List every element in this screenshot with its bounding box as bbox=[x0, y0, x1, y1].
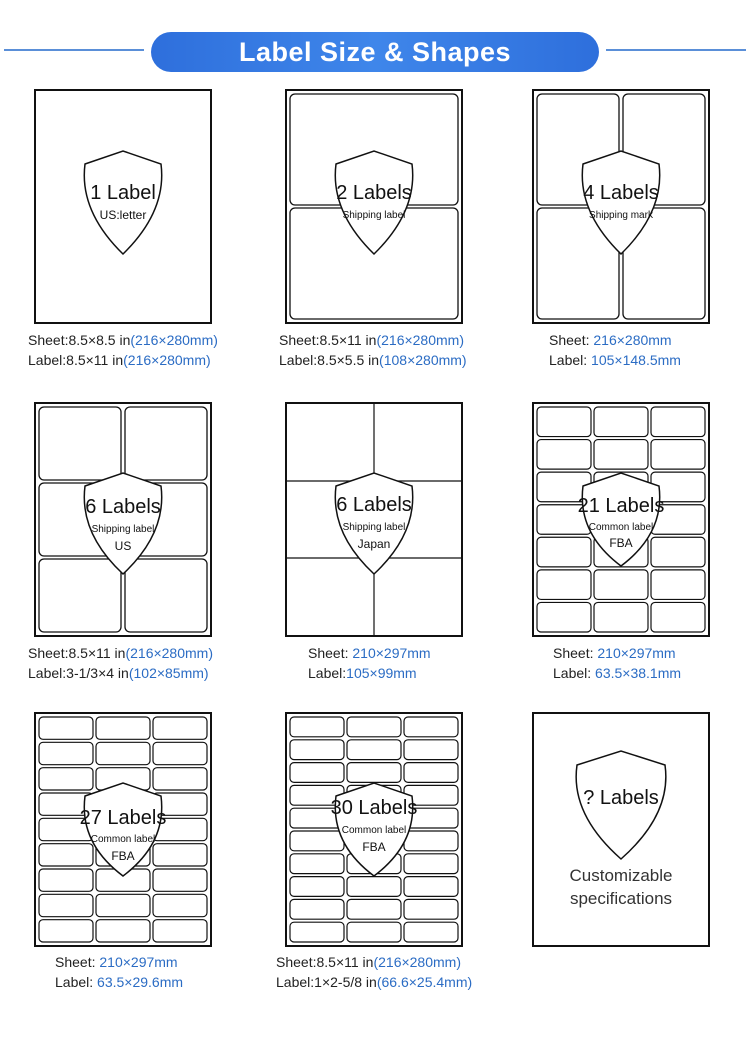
shield-sub2: FBA bbox=[362, 840, 386, 854]
shield-count: 21 Labels bbox=[577, 495, 665, 517]
label-cell bbox=[153, 742, 207, 764]
label-cell bbox=[404, 899, 458, 919]
label-cell bbox=[347, 740, 401, 760]
label-cell bbox=[594, 570, 648, 600]
label-cell bbox=[537, 407, 591, 437]
label-cell bbox=[651, 537, 705, 567]
label-cell bbox=[290, 717, 344, 737]
card-5-caption: Sheet: 210×297mm Label:105×99mm bbox=[308, 645, 431, 681]
label-cell bbox=[39, 742, 93, 764]
shield-sub1: Shipping mark bbox=[589, 210, 653, 221]
shield-sub2: US bbox=[114, 539, 132, 553]
label-cell bbox=[39, 768, 93, 790]
page-title: Label Size & Shapes bbox=[151, 32, 599, 72]
label-cell bbox=[651, 570, 705, 600]
shield-sub1: Shipping label bbox=[342, 522, 406, 533]
card-1-label bbox=[34, 89, 212, 324]
header-rule-right bbox=[606, 49, 746, 51]
label-cell bbox=[153, 844, 207, 866]
label-cell bbox=[404, 922, 458, 942]
shield-sub1: Shipping label bbox=[342, 210, 406, 221]
shield-count: 2 Labels bbox=[336, 182, 412, 204]
label-cell bbox=[347, 899, 401, 919]
card-2-labels bbox=[285, 89, 463, 324]
shield-count: 4 Labels bbox=[583, 182, 659, 204]
label-cell bbox=[39, 920, 93, 942]
label-cell bbox=[290, 854, 344, 874]
label-cell bbox=[651, 602, 705, 632]
shield-sub1: Common label bbox=[341, 825, 407, 836]
label-cell bbox=[153, 869, 207, 891]
label-cell bbox=[290, 922, 344, 942]
shield-count: 6 Labels bbox=[336, 494, 412, 516]
shield-sub1: Common label bbox=[588, 522, 654, 533]
label-cell bbox=[290, 877, 344, 897]
card-7-caption: Sheet: 210×297mm Label: 63.5×29.6mm bbox=[55, 954, 184, 990]
label-cell bbox=[347, 717, 401, 737]
label-cell bbox=[153, 894, 207, 916]
label-cell bbox=[96, 717, 150, 739]
label-cell bbox=[594, 407, 648, 437]
label-cell bbox=[39, 869, 93, 891]
label-cell bbox=[404, 717, 458, 737]
label-cell bbox=[153, 920, 207, 942]
label-cell bbox=[347, 877, 401, 897]
label-cell bbox=[39, 717, 93, 739]
header-rule-left bbox=[4, 49, 144, 51]
card-1-caption: Sheet:8.5×8.5 in(216×280mm) Label:8.5×11 in(216×280mm) bbox=[28, 332, 218, 368]
label-cell bbox=[404, 831, 458, 851]
shield-sub1: US:letter bbox=[99, 208, 147, 222]
card-4-labels bbox=[532, 89, 710, 324]
card-27-labels bbox=[34, 712, 212, 947]
label-cell bbox=[39, 894, 93, 916]
shield-sub2: Japan bbox=[357, 537, 391, 551]
label-cell bbox=[153, 717, 207, 739]
label-cell bbox=[537, 602, 591, 632]
label-cell bbox=[153, 768, 207, 790]
label-cell bbox=[404, 740, 458, 760]
label-cell bbox=[96, 894, 150, 916]
label-cell bbox=[96, 920, 150, 942]
shield-sub2: FBA bbox=[111, 849, 135, 863]
label-cell bbox=[347, 763, 401, 783]
label-cell bbox=[39, 844, 93, 866]
label-cell bbox=[96, 742, 150, 764]
card-3-caption: Sheet: 216×280mm Label: 105×148.5mm bbox=[549, 332, 681, 368]
shield-count: 27 Labels bbox=[79, 807, 167, 829]
card-8-caption: Sheet:8.5×11 in(216×280mm) Label:1×2-5/8 in(66.6×25.4mm) bbox=[276, 954, 473, 990]
label-cell bbox=[347, 922, 401, 942]
label-cell bbox=[594, 440, 648, 470]
label-cell bbox=[651, 440, 705, 470]
label-cell bbox=[290, 899, 344, 919]
card-6-caption: Sheet: 210×297mm Label: 63.5×38.1mm bbox=[553, 645, 682, 681]
label-cell bbox=[537, 570, 591, 600]
label-cell bbox=[290, 740, 344, 760]
card-custom-labels bbox=[532, 712, 710, 947]
label-cell bbox=[290, 831, 344, 851]
card-4-caption: Sheet:8.5×11 in(216×280mm) Label:3-1/3×4 in(102×85mm) bbox=[28, 645, 213, 681]
shield-count: 6 Labels bbox=[85, 496, 161, 518]
shield-sub2: FBA bbox=[609, 536, 633, 550]
shield-count: ? Labels bbox=[583, 787, 659, 809]
label-cell bbox=[537, 440, 591, 470]
label-cell bbox=[537, 537, 591, 567]
label-cell bbox=[651, 407, 705, 437]
label-cell bbox=[404, 854, 458, 874]
custom-text-2: specifications bbox=[569, 889, 673, 908]
card-6-labels-us bbox=[34, 402, 212, 637]
shield-count: 30 Labels bbox=[330, 797, 418, 819]
label-cell bbox=[404, 763, 458, 783]
card-2-caption: Sheet:8.5×11 in(216×280mm) Label:8.5×5.5 in(108×280mm) bbox=[279, 332, 467, 368]
custom-text-1: Customizable bbox=[569, 866, 673, 885]
label-cell bbox=[594, 602, 648, 632]
label-cell bbox=[404, 877, 458, 897]
card-30-labels bbox=[285, 712, 463, 947]
shield-sub1: Shipping label bbox=[91, 524, 155, 535]
label-cell bbox=[290, 763, 344, 783]
card-21-labels bbox=[532, 402, 710, 637]
shield-count: 1 Label bbox=[90, 182, 156, 204]
card-6-labels-japan bbox=[285, 402, 463, 637]
shield-sub1: Common label bbox=[90, 834, 156, 845]
